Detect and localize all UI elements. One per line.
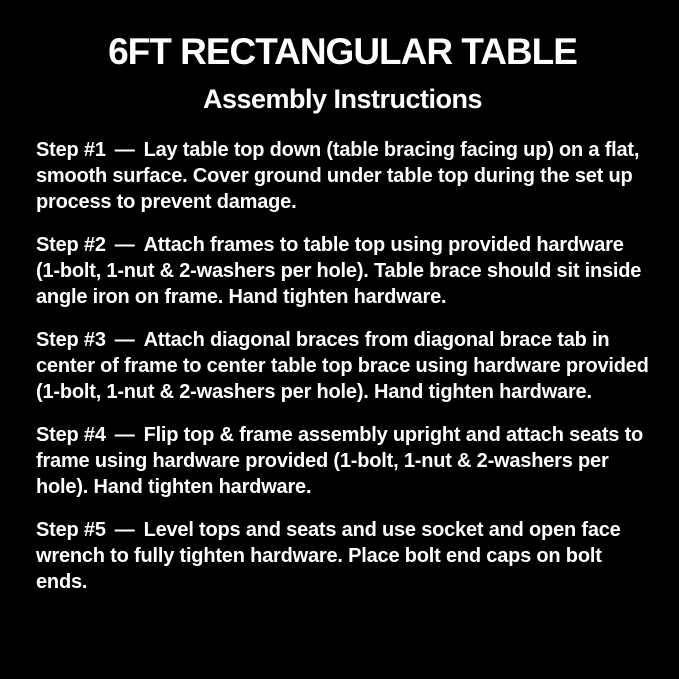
step-2-dash: — xyxy=(114,234,135,256)
step-2-text: Attach frames to table top using provided hardware (1-bolt, 1-nut & 2-washers per hole). Table brace should sit inside angle iron on frame. Hand tighten hardware. xyxy=(36,234,642,308)
step-3-dash: — xyxy=(114,329,135,351)
step-5-dash: — xyxy=(114,519,135,541)
step-4-label: Step #4 xyxy=(36,424,106,446)
sheet-header xyxy=(36,30,649,115)
step-5 xyxy=(36,517,649,595)
step-2 xyxy=(36,232,649,310)
step-4 xyxy=(36,422,649,500)
step-1 xyxy=(36,137,649,215)
step-1-label: Step #1 xyxy=(36,139,106,161)
step-3-label: Step #3 xyxy=(36,329,106,351)
step-4-text: Flip top & frame assembly upright and attach seats to frame using hardware provided (1-bolt, 1-nut & 2-washers per hole). Hand tighten hardware. xyxy=(36,424,644,498)
step-2-label: Step #2 xyxy=(36,234,106,256)
step-5-label: Step #5 xyxy=(36,519,106,541)
step-3-text: Attach diagonal braces from diagonal brace tab in center of frame to center table top brace using hardware provided (1-bolt, 1-nut & 2-washers per hole). Hand tighten hardware. xyxy=(36,329,649,403)
step-1-dash: — xyxy=(114,139,135,161)
page-title: 6FT RECTANGULAR TABLE xyxy=(108,31,577,72)
step-5-text: Level tops and seats and use socket and open face wrench to fully tighten hardware. Place bolt end caps on bolt ends. xyxy=(36,519,621,593)
step-1-text: Lay table top down (table bracing facing up) on a flat, smooth surface. Cover ground under table top during the set up process to prevent damage. xyxy=(36,139,640,213)
steps-list xyxy=(36,137,649,595)
page-subtitle: Assembly Instructions xyxy=(202,84,483,114)
step-3 xyxy=(36,327,649,405)
step-4-dash: — xyxy=(114,424,135,446)
